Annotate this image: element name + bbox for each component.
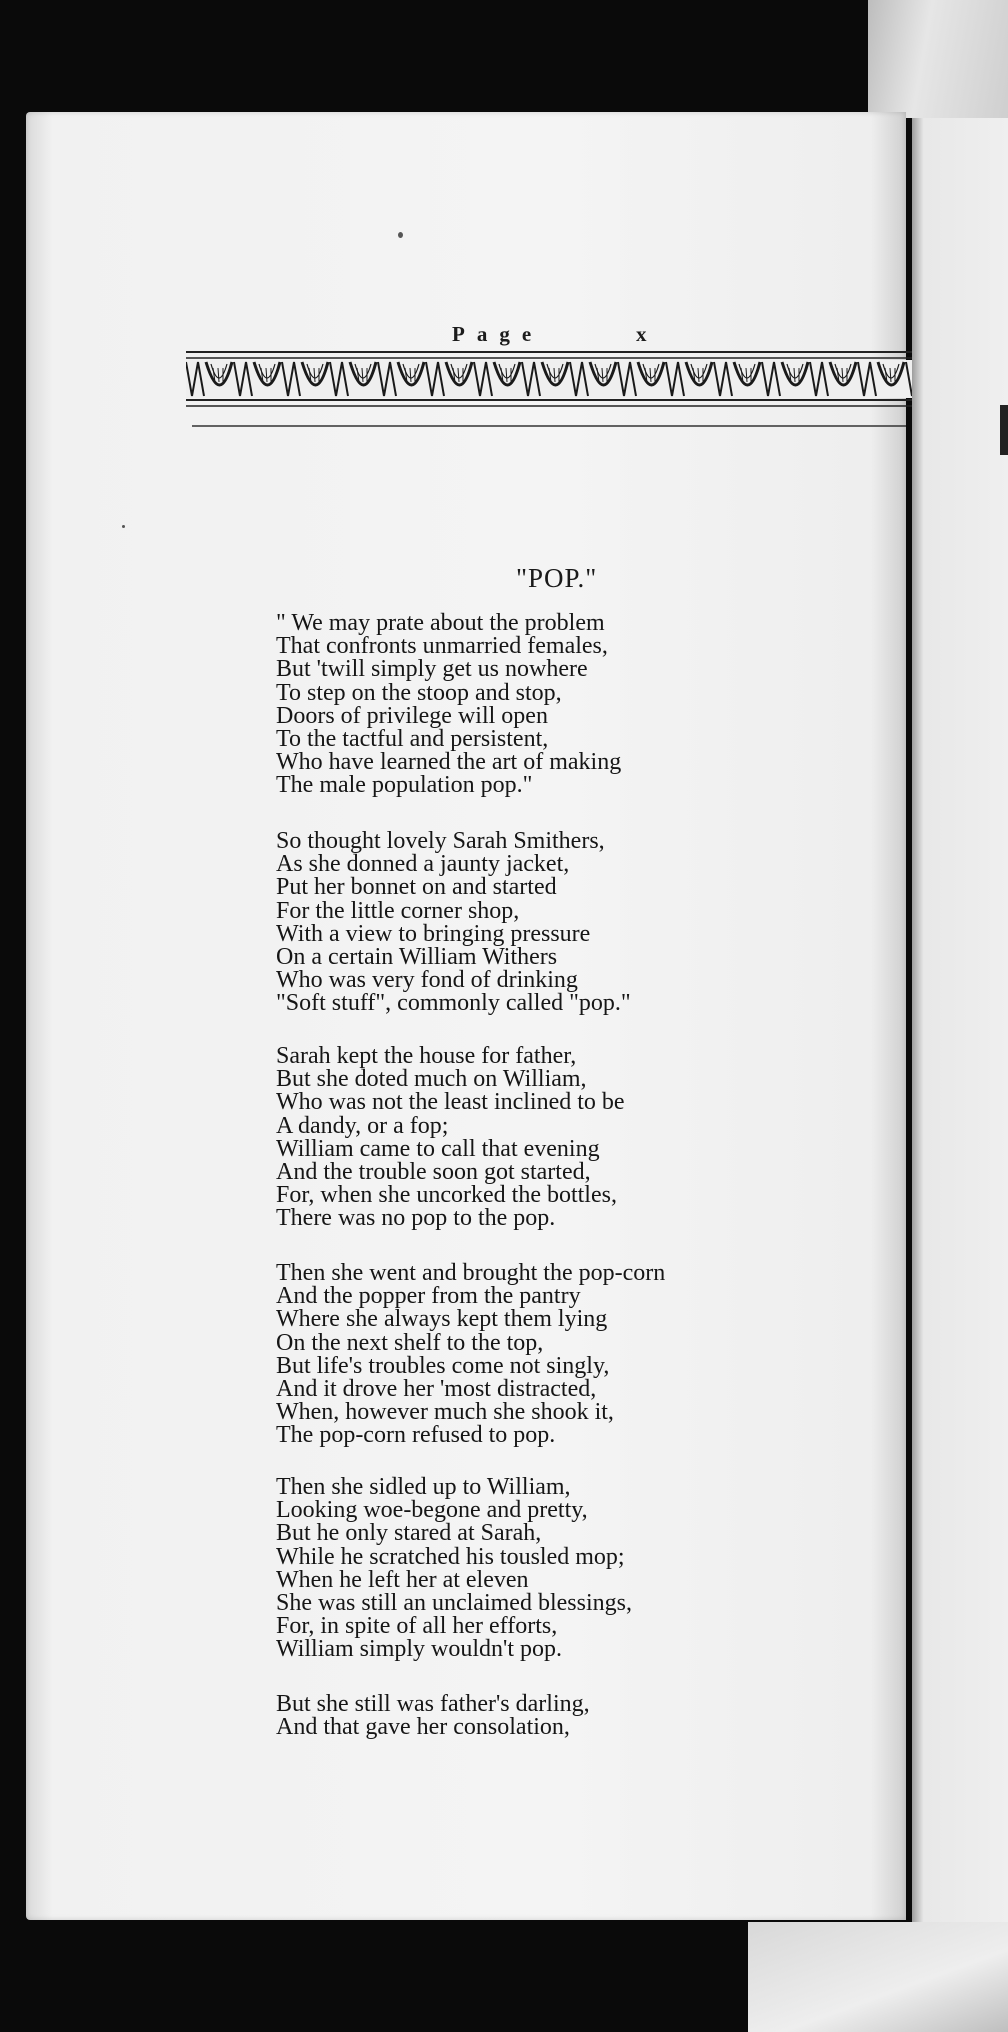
page-number: x bbox=[636, 322, 647, 346]
ink-speck bbox=[398, 232, 403, 238]
poem-line: And it drove her 'most distracted, bbox=[276, 1376, 597, 1403]
poem-line: When, however much she shook it, bbox=[276, 1399, 614, 1426]
decorative-border-ornament bbox=[186, 350, 912, 430]
adjacent-page bbox=[912, 118, 1008, 1928]
poem-line: And that gave her consolation, bbox=[276, 1714, 570, 1741]
page-header-label: Page bbox=[452, 322, 544, 346]
poem-line: The male population pop." bbox=[276, 772, 533, 799]
poem-line: But he only stared at Sarah, bbox=[276, 1520, 542, 1547]
stanza-2 bbox=[276, 830, 631, 1016]
stanza-1 bbox=[276, 612, 621, 798]
poem-line: But she doted much on William, bbox=[276, 1066, 587, 1093]
poem-line: As she donned a jaunty jacket, bbox=[276, 851, 570, 878]
stanza-6 bbox=[276, 1693, 590, 1739]
poem-line: Then she went and brought the pop-corn bbox=[276, 1260, 666, 1286]
poem-line: With a view to bringing pressure bbox=[276, 920, 591, 947]
poem-line: Looking woe-begone and pretty, bbox=[276, 1497, 588, 1524]
poem-line: Sarah kept the house for father, bbox=[276, 1043, 577, 1069]
poem-line: For, in spite of all her efforts, bbox=[276, 1613, 558, 1640]
poem-line: Who have learned the art of making bbox=[276, 749, 622, 776]
poem-line: She was still an unclaimed blessings, bbox=[276, 1590, 632, 1617]
poem-line: Where she always kept them lying bbox=[276, 1306, 608, 1333]
poem-line: William came to call that evening bbox=[276, 1135, 600, 1162]
poem-line: But 'twill simply get us nowhere bbox=[276, 656, 588, 683]
poem-line: The pop-corn refused to pop. bbox=[276, 1422, 556, 1449]
poem-line: William simply wouldn't pop. bbox=[276, 1636, 563, 1663]
poem-line: And the trouble soon got started, bbox=[276, 1159, 591, 1186]
poem-line: A dandy, or a fop; bbox=[276, 1112, 449, 1139]
poem-line: "Soft stuff", commonly called "pop." bbox=[276, 990, 631, 1017]
ink-speck bbox=[122, 525, 125, 528]
poem-line: That confronts unmarried females, bbox=[276, 633, 608, 660]
poem-line: Who was very fond of drinking bbox=[276, 967, 578, 994]
poem-line: And the popper from the pantry bbox=[276, 1283, 581, 1310]
poem-line: For, when she uncorked the bottles, bbox=[276, 1182, 617, 1209]
poem-line: For the little corner shop, bbox=[276, 897, 520, 924]
stanza-5 bbox=[276, 1476, 632, 1662]
poem-line: So thought lovely Sarah Smithers, bbox=[276, 828, 605, 854]
poem-line: To the tactful and persistent, bbox=[276, 726, 549, 753]
poem-line: Who was not the least inclined to be bbox=[276, 1089, 625, 1116]
stanza-4 bbox=[276, 1262, 665, 1448]
poem-line: But life's troubles come not singly, bbox=[276, 1352, 610, 1379]
adjacent-page-bottom bbox=[748, 1922, 1008, 2032]
poem-line: On a certain William Withers bbox=[276, 944, 558, 971]
poem-line: To step on the stoop and stop, bbox=[276, 679, 562, 706]
poem-line: But she still was father's darling, bbox=[276, 1691, 590, 1717]
poem-line: When he left her at eleven bbox=[276, 1566, 529, 1593]
poem-line: There was no pop to the pop. bbox=[276, 1205, 556, 1232]
poem-line: Doors of privilege will open bbox=[276, 702, 548, 729]
poem-line: While he scratched his tousled mop; bbox=[276, 1543, 625, 1570]
adjacent-page-top bbox=[868, 0, 1008, 118]
poem-title: "POP." bbox=[516, 563, 598, 593]
stanza-3 bbox=[276, 1045, 625, 1231]
poem-line: Put her bonnet on and started bbox=[276, 874, 557, 901]
poem-line: On the next shelf to the top, bbox=[276, 1329, 544, 1356]
poem-line: Then she sidled up to William, bbox=[276, 1474, 571, 1500]
adjacent-page-mark bbox=[1000, 405, 1008, 455]
poem-line: " We may prate about the problem bbox=[276, 610, 605, 636]
